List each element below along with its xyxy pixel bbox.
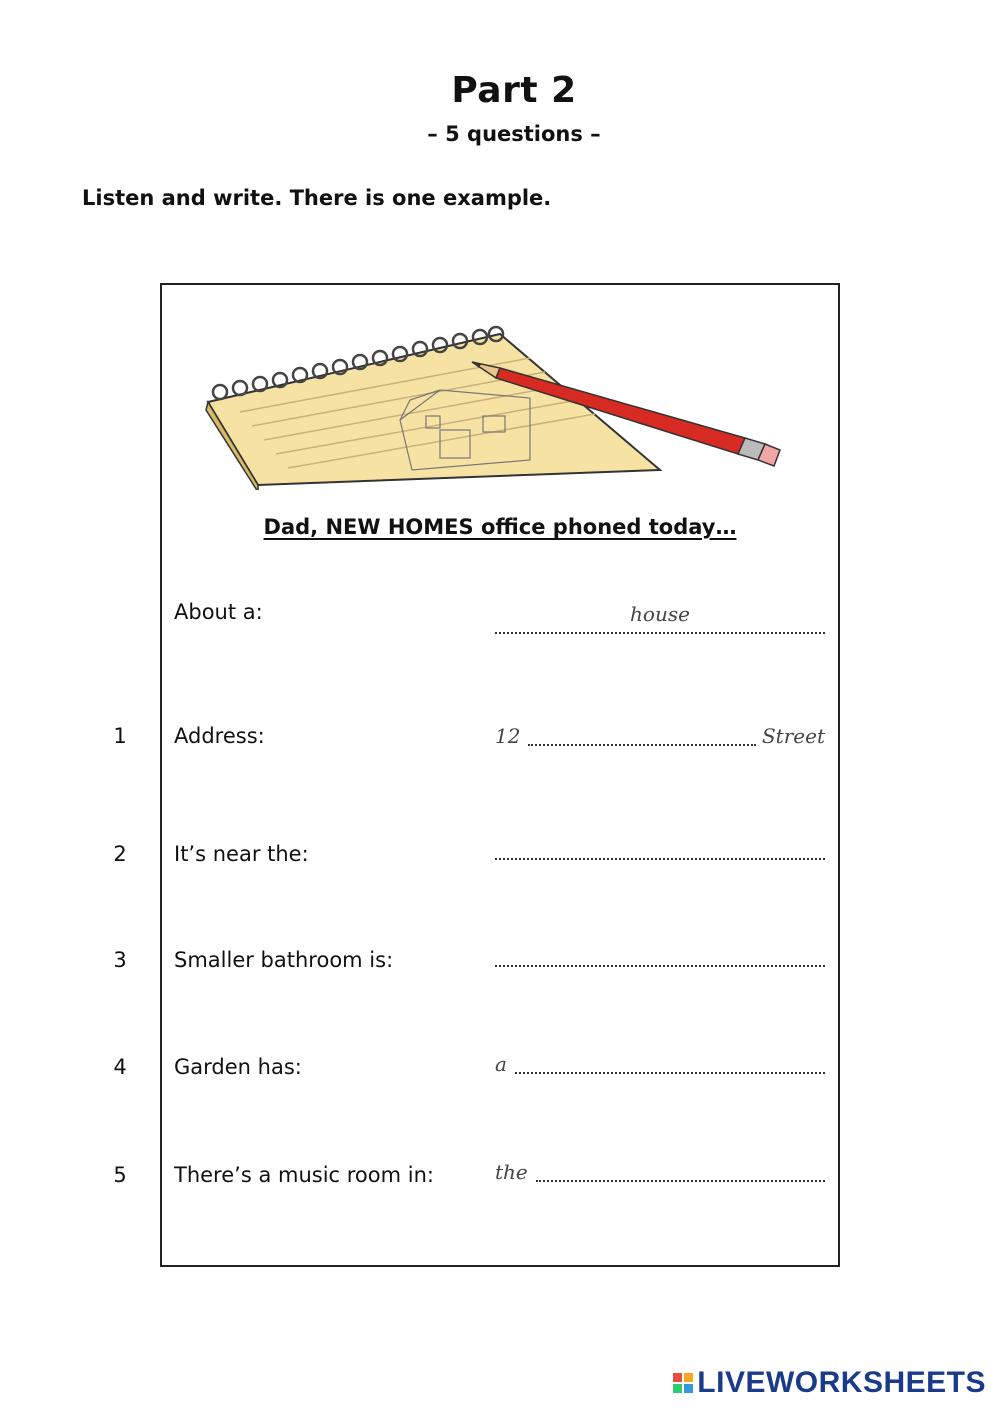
brand-name: LIVEWORKSHEETS bbox=[697, 1366, 986, 1399]
answer-blank-1[interactable] bbox=[528, 743, 756, 746]
instruction-text: Listen and write. There is one example. bbox=[82, 186, 552, 210]
example-answer: house bbox=[630, 602, 690, 626]
answer-field-1[interactable] bbox=[495, 720, 825, 750]
example-answer-line bbox=[495, 602, 825, 638]
page-title: Part 2 bbox=[451, 70, 577, 111]
question-number-1: 1 bbox=[113, 724, 127, 748]
answer-blank-5[interactable] bbox=[536, 1179, 825, 1182]
answer-blank-4[interactable] bbox=[515, 1071, 825, 1074]
question-number-2: 2 bbox=[113, 842, 127, 866]
answer-field-2[interactable] bbox=[495, 834, 825, 864]
question-label-4: Garden has: bbox=[174, 1055, 302, 1079]
answer-prefix-1: 12 bbox=[495, 724, 521, 748]
liveworksheets-logo-icon bbox=[673, 1373, 693, 1393]
answer-field-3[interactable] bbox=[495, 941, 825, 971]
question-number-4: 4 bbox=[113, 1055, 127, 1079]
question-label-1: Address: bbox=[174, 724, 265, 748]
answer-field-5[interactable] bbox=[495, 1156, 825, 1186]
answer-suffix-1: Street bbox=[761, 724, 825, 748]
question-label-3: Smaller bathroom is: bbox=[174, 948, 394, 972]
answer-prefix-5: the bbox=[495, 1160, 528, 1184]
question-label-5: There’s a music room in: bbox=[174, 1163, 434, 1187]
question-number-5: 5 bbox=[113, 1163, 127, 1187]
example-label: About a: bbox=[174, 600, 263, 624]
answer-blank-2[interactable] bbox=[495, 857, 825, 860]
answer-blank-3[interactable] bbox=[495, 964, 825, 967]
question-number-3: 3 bbox=[113, 948, 127, 972]
answer-field-4[interactable] bbox=[495, 1048, 825, 1078]
page-subtitle: – 5 questions – bbox=[427, 122, 601, 146]
note-heading: Dad, NEW HOMES office phoned today… bbox=[263, 515, 737, 539]
question-label-2: It’s near the: bbox=[174, 842, 309, 866]
notepad-illustration bbox=[200, 320, 790, 490]
liveworksheets-brand bbox=[673, 1366, 986, 1400]
answer-prefix-4: a bbox=[495, 1052, 507, 1076]
